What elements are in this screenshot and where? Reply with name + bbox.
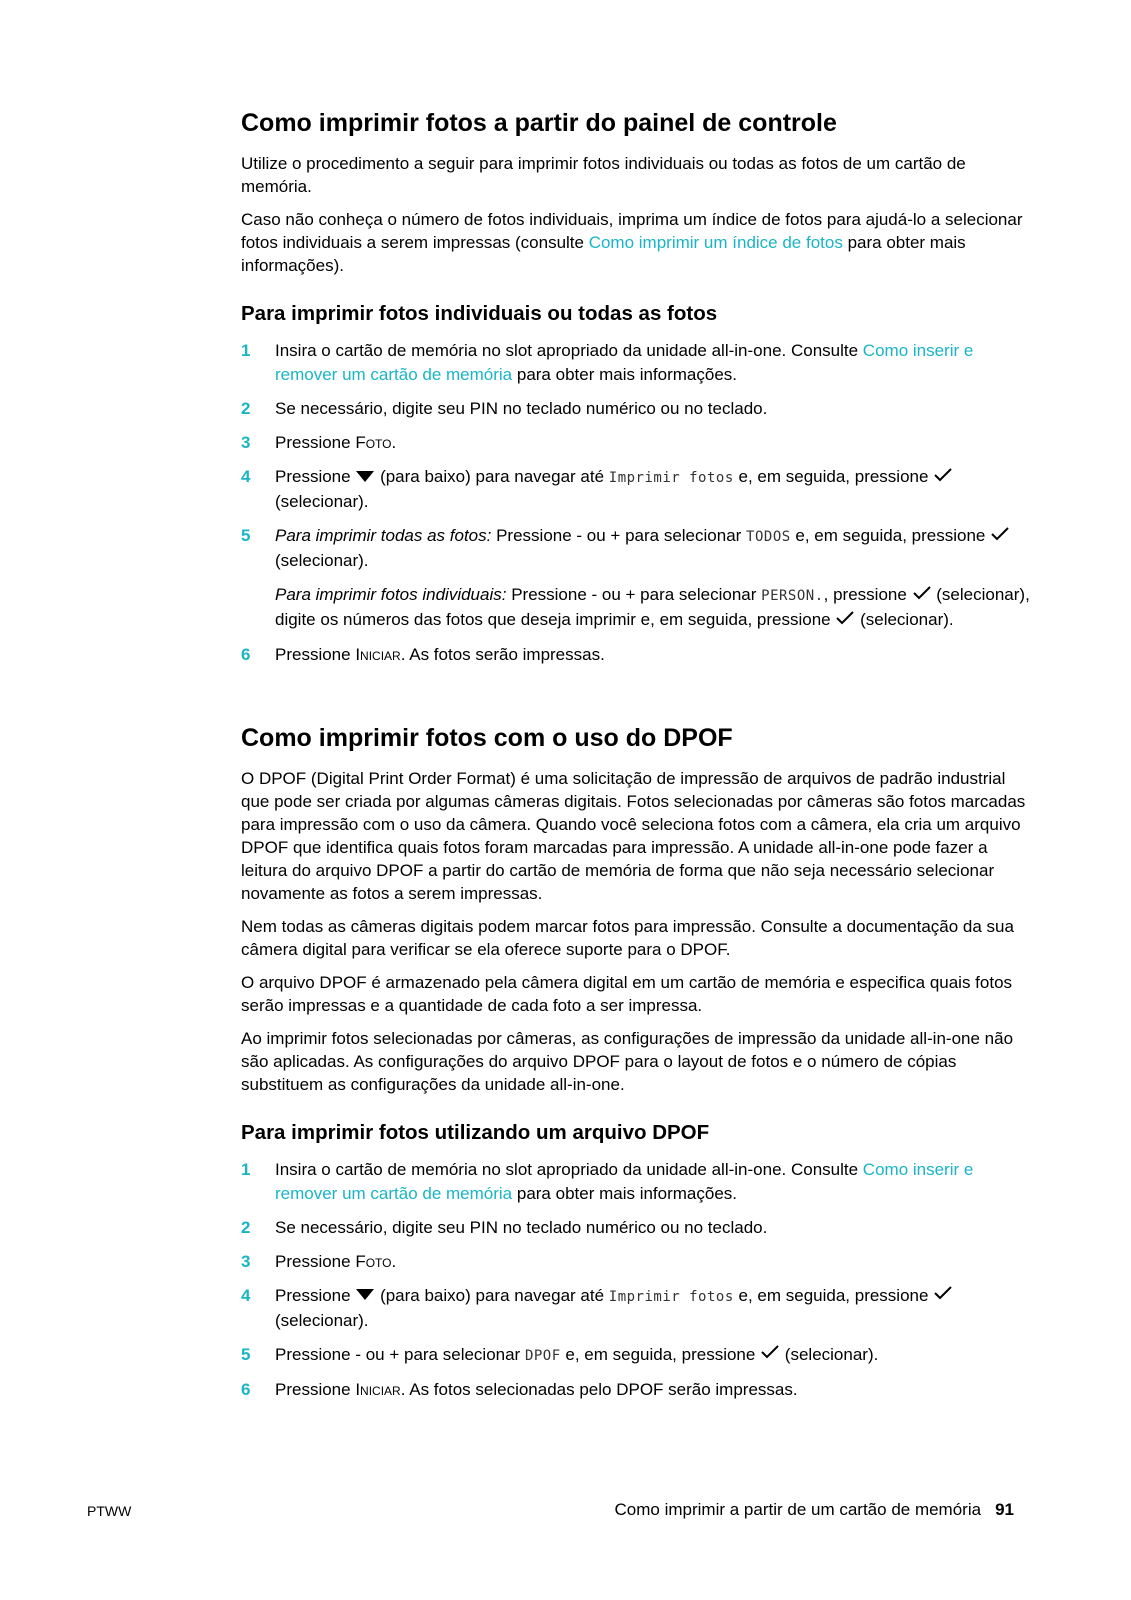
checkmark-icon [933, 466, 953, 490]
link-insert-remove-card[interactable]: Como inserir e remover um cartão de memória [275, 1159, 974, 1203]
key-foto: Foto [355, 1251, 392, 1271]
footer [615, 1500, 1014, 1520]
link-photo-index[interactable]: Como imprimir um índice de fotos [588, 233, 843, 252]
checkmark-icon [990, 525, 1010, 549]
link-insert-remove-card[interactable]: Como inserir e remover um cartão de memória [275, 341, 974, 384]
section-title-control-panel: Como imprimir fotos a partir do painel de controle [241, 109, 837, 137]
list-item: 5 Para imprimir todas as fotos: Pressione - ou + para selecionar TODOS e, em seguida, pressione (selecionar). Para imprimir fotos individuais: Pressione - ou + para selecionar PERSON., pressione (selecionar), digite os números das fotos que deseja imprimir e, em seguida, pressione (selecionar). [241, 524, 1031, 633]
dpof-paragraph-4: Ao imprimir fotos selecionadas por câmeras, as configurações de impressão da unidade all-in-one não são aplicadas. As configurações do arquivo DPOF para o layout de fotos e o número de cópias substituem as configurações da unidade all-in-one. [241, 1028, 1014, 1094]
page-content [241, 108, 1031, 1412]
steps-list-dpof [241, 1158, 1031, 1402]
list-item: 6 Pressione Iniciar. As fotos serão impressas. [241, 643, 1031, 667]
dpof-paragraph-2: Nem todas as câmeras digitais podem marcar fotos para impressão. Consulte a documentação da sua câmera digital para verificar se ela oferece suporte para o DPOF. [241, 916, 1014, 959]
dpof-paragraph-3: O arquivo DPOF é armazenado pela câmera digital em um cartão de memória e especifica quais fotos serão impressas e a quantidade de cada foto a ser impressa. [241, 972, 1013, 1015]
step-number: 4 [241, 467, 251, 486]
list-item: 3 Pressione Foto. [241, 1250, 1031, 1274]
lcd-text: TODOS [746, 529, 791, 545]
intro-paragraph: Utilize o procedimento a seguir para imprimir fotos individuais ou todas as fotos de um cartão de memória. [241, 154, 966, 196]
checkmark-icon [933, 1284, 953, 1308]
key-iniciar: Iniciar [355, 644, 401, 664]
step-number: 5 [241, 526, 251, 545]
steps-list-control-panel [241, 339, 1031, 667]
subtitle-dpof-file: Para imprimir fotos utilizando um arquivo DPOF [241, 1120, 710, 1144]
checkmark-icon [835, 609, 855, 633]
lcd-text: Imprimir fotos [608, 1288, 734, 1305]
page-number: 91 [995, 1500, 1014, 1519]
checkmark-icon [912, 584, 932, 608]
checkmark-icon [760, 1343, 780, 1367]
lcd-text: Imprimir fotos [608, 470, 734, 486]
step-number: 1 [241, 1159, 251, 1179]
step-number: 1 [241, 341, 251, 360]
subtitle-individual-or-all: Para imprimir fotos individuais ou todas as fotos [241, 302, 718, 325]
step-number: 5 [241, 1344, 251, 1364]
list-item: 1 Insira o cartão de memória no slot apropriado da unidade all-in-one. Consulte Como inserir e remover um cartão de memória para obter mais informações. [241, 341, 974, 384]
dpof-paragraph-1: O DPOF (Digital Print Order Format) é uma solicitação de impressão de arquivos de padrão industrial que pode ser criada por algumas câmeras digitais. Fotos selecionadas por câmeras são fotos marcadas para impressão com o uso da câmera. Quando você seleciona fotos com a câmera, ela cria um arquivo DPOF que identifica quais fotos foram marcadas para impressão. A unidade all-in-one pode fazer a leitura do arquivo DPOF a partir do cartão de memória de forma que não seja necessário selecionar novamente as fotos a serem impressas. [241, 768, 1026, 903]
list-item: 4 Pressione (para baixo) para navegar até Imprimir fotos e, em seguida, pressione (selecionar). [241, 1284, 1031, 1333]
step-number: 2 [241, 399, 251, 418]
list-item: 6 Pressione Iniciar. As fotos selecionadas pelo DPOF serão impressas. [241, 1378, 1031, 1402]
list-item: 5 Pressione - ou + para selecionar DPOF e, em seguida, pressione (selecionar). [241, 1343, 1031, 1368]
section-title-dpof: Como imprimir fotos com o uso do DPOF [241, 723, 733, 752]
step-number: 3 [241, 433, 251, 452]
list-item: 1 Insira o cartão de memória no slot apropriado da unidade all-in-one. Consulte Como inserir e remover um cartão de memória para obter mais informações. [241, 1159, 974, 1203]
down-arrow-icon [355, 466, 375, 490]
step-number: 6 [241, 644, 251, 664]
down-arrow-icon [355, 1284, 375, 1308]
list-item: 4 Pressione (para baixo) para navegar até Imprimir fotos e, em seguida, pressione (selecionar). [241, 465, 1031, 514]
step-number: 4 [241, 1285, 251, 1305]
index-paragraph: Caso não conheça o número de fotos individuais, imprima um índice de fotos para ajudá-lo a selecionar fotos individuais a serem impressas (consulte Como imprimir um índice de fotos para obter mais informações). [241, 210, 1023, 275]
list-item: 3 Pressione Foto. [241, 431, 1031, 455]
step-number: 2 [241, 1217, 251, 1237]
step-number: 6 [241, 1379, 251, 1399]
key-iniciar: Iniciar [355, 1379, 401, 1399]
lcd-text: PERSON. [761, 588, 824, 604]
lcd-text: DPOF [524, 1347, 561, 1364]
list-item: 2 Se necessário, digite seu PIN no teclado numérico ou no teclado. [241, 397, 1031, 421]
sub-step-individual: Para imprimir fotos individuais: Pressione - ou + para selecionar PERSON., pressione (selecionar), digite os números das fotos que deseja imprimir e, em seguida, pressione (selecionar). [275, 583, 1031, 633]
list-item: 2 Se necessário, digite seu PIN no teclado numérico ou no teclado. [241, 1216, 1031, 1240]
step-number: 3 [241, 1251, 251, 1271]
key-foto: Foto [355, 433, 392, 452]
footer-chapter-title: Como imprimir a partir de um cartão de memória [614, 1500, 982, 1519]
footer-locale: PTWW [87, 1503, 132, 1519]
